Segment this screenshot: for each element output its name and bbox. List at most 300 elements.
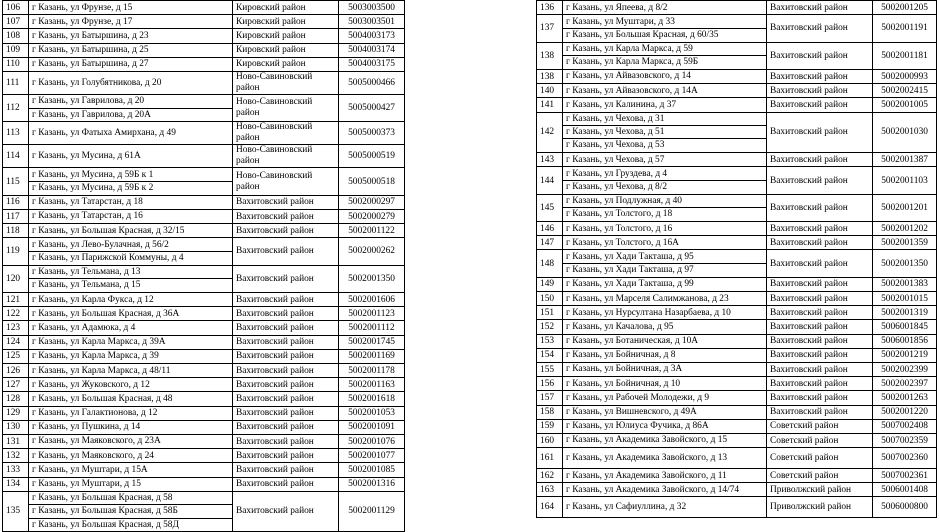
district-cell: Вахитовский район: [233, 224, 339, 238]
district-cell: Кировский район: [233, 29, 339, 43]
row-number: 119: [3, 238, 29, 265]
code-cell: 5002001220: [873, 405, 937, 419]
address-line: г Казань, ул Большая Красная, д 58Б: [29, 504, 232, 517]
address-line: г Казань, ул Чехова, д 8/2: [563, 180, 766, 193]
code-cell: 5003003500: [339, 1, 405, 15]
row-number: 152: [537, 320, 563, 334]
addresses-table-left: [2, 0, 405, 532]
row-number: 120: [3, 265, 29, 292]
address-line: г Казань, ул Большая Красная, д 32/15: [32, 225, 185, 236]
address-line: г Казань, ул Батыршина, д 23: [32, 30, 149, 41]
district-cell: Вахитовский район: [233, 434, 339, 448]
address-cell: [563, 236, 767, 250]
address-cell: [563, 69, 767, 83]
address-cell: [29, 145, 233, 168]
district-cell: Вахитовский район: [767, 15, 873, 42]
address-cell: [563, 84, 767, 98]
district-cell: Вахитовский район: [233, 491, 339, 532]
code-cell: 5002001745: [339, 335, 405, 349]
code-cell: 5002000279: [339, 209, 405, 223]
code-cell: 5007002408: [873, 419, 937, 433]
code-cell: 5002001163: [339, 378, 405, 392]
row-number: 128: [3, 392, 29, 406]
address-cell: [563, 1, 767, 15]
row-number: 126: [3, 364, 29, 378]
district-cell: Ново-Савиновский район: [233, 122, 339, 145]
address-line: г Казань, ул Калинина, д 37: [566, 99, 677, 110]
code-cell: 5005000519: [339, 145, 405, 168]
address-cell: [29, 406, 233, 420]
address-line: г Казань, ул Академика Завойского, д 15: [566, 435, 728, 446]
address-line: г Казань, ул Карла Маркса, д 59: [566, 43, 693, 54]
row-number: 158: [537, 405, 563, 419]
code-cell: 5002001205: [873, 1, 937, 15]
district-cell: Вахитовский район: [233, 364, 339, 378]
code-cell: 5002001387: [873, 153, 937, 167]
address-line: г Казань, ул Нурсултана Назарбаева, д 10: [566, 307, 731, 318]
address-line: г Казань, ул Маяковского, д 23А: [32, 436, 161, 447]
district-cell: Вахитовский район: [767, 277, 873, 291]
code-cell: 5002001123: [339, 307, 405, 321]
table-row: [3, 335, 405, 349]
address-cell: [29, 224, 233, 238]
address-cell: [29, 238, 233, 265]
address-cell: [563, 250, 767, 277]
address-cell: [29, 420, 233, 434]
row-number: 161: [537, 448, 563, 469]
address-cell: [29, 491, 233, 532]
district-cell: Вахитовский район: [233, 293, 339, 307]
code-cell: 5002001112: [339, 321, 405, 335]
row-number: 163: [537, 483, 563, 497]
table-row: [537, 194, 937, 221]
address-line: г Казань, ул Карла Маркса, д 39А: [32, 337, 166, 348]
row-number: 157: [537, 391, 563, 405]
district-cell: Вахитовский район: [767, 250, 873, 277]
table-row: [537, 334, 937, 348]
address-line: г Казань, ул Парижской Коммуны, д 4: [29, 251, 232, 264]
district-cell: Вахитовский район: [767, 391, 873, 405]
row-number: 115: [3, 168, 29, 195]
address-cell: [29, 57, 233, 71]
address-cell: [563, 306, 767, 320]
row-number: 131: [3, 434, 29, 448]
table-row: [3, 57, 405, 71]
row-number: 141: [537, 98, 563, 112]
code-cell: 5002001076: [339, 434, 405, 448]
address-line: г Казань, ул Чехова, д 31: [566, 113, 665, 124]
district-cell: Вахитовский район: [767, 194, 873, 221]
address-cell: [563, 405, 767, 419]
district-cell: Советский район: [767, 419, 873, 433]
row-number: 133: [3, 463, 29, 477]
table-row: [3, 434, 405, 448]
addresses-table-right: [536, 0, 937, 518]
row-number: 112: [3, 94, 29, 121]
district-cell: Кировский район: [233, 43, 339, 57]
code-cell: 5002000993: [873, 69, 937, 83]
code-cell: 5002001129: [339, 491, 405, 532]
district-cell: Приволжский район: [767, 497, 873, 518]
table-row: [3, 307, 405, 321]
district-cell: Вахитовский район: [233, 349, 339, 363]
address-line: г Казань, ул Сафиуллина, д 32: [566, 501, 687, 512]
address-cell: [563, 320, 767, 334]
address-line: г Казань, ул Карла Маркса, д 39: [32, 351, 159, 362]
code-cell: 5005000373: [339, 122, 405, 145]
table-row: [3, 420, 405, 434]
address-cell: [563, 419, 767, 433]
district-cell: Вахитовский район: [767, 320, 873, 334]
address-line: г Казань, ул Карла Маркса, д 59Б: [563, 55, 766, 68]
code-cell: 5005000427: [339, 94, 405, 121]
address-cell: [29, 71, 233, 94]
table-row: [3, 71, 405, 94]
district-cell: Ново-Савиновский район: [233, 71, 339, 94]
address-line: г Казань, ул Маяковского, д 24: [32, 450, 154, 461]
district-cell: Вахитовский район: [233, 449, 339, 463]
address-line: г Казань, ул Качалова, д 95: [566, 321, 674, 332]
address-line: г Казань, ул Ботаническая, д 10А: [566, 336, 699, 347]
address-line: г Казань, ул Мусина, д 61А: [32, 151, 141, 162]
district-cell: Вахитовский район: [767, 306, 873, 320]
table-row: [537, 405, 937, 419]
table-row: [3, 224, 405, 238]
row-number: 145: [537, 194, 563, 221]
table-row: [3, 168, 405, 195]
district-cell: Вахитовский район: [233, 209, 339, 223]
district-cell: Вахитовский район: [233, 463, 339, 477]
district-cell: Вахитовский район: [767, 153, 873, 167]
row-number: 111: [3, 71, 29, 94]
table-row: [537, 112, 937, 153]
address-line: г Казань, ул Фатыха Амирхана, д 49: [32, 128, 176, 139]
table-row: [3, 364, 405, 378]
district-cell: Вахитовский район: [767, 236, 873, 250]
code-cell: 5002001201: [873, 194, 937, 221]
address-cell: [563, 112, 767, 153]
table-row: [537, 362, 937, 376]
address-line: г Казань, ул Тельмана, д 13: [32, 267, 141, 278]
address-line: г Казань, ул Гаврилова, д 20А: [29, 108, 232, 121]
district-cell: Кировский район: [233, 1, 339, 15]
code-cell: 5003003501: [339, 15, 405, 29]
code-cell: 5006001845: [873, 320, 937, 334]
district-cell: Кировский район: [233, 57, 339, 71]
table-row: [3, 392, 405, 406]
address-cell: [29, 335, 233, 349]
address-cell: [29, 477, 233, 491]
table-row: [3, 449, 405, 463]
code-cell: 5007002360: [873, 448, 937, 469]
code-cell: 5006001408: [873, 483, 937, 497]
district-cell: Вахитовский район: [233, 238, 339, 265]
address-line: г Казань, ул Адамюка, д 4: [32, 322, 136, 333]
row-number: 162: [537, 469, 563, 483]
district-cell: Вахитовский район: [767, 112, 873, 153]
code-cell: 5002002415: [873, 84, 937, 98]
address-line: г Казань, ул Рабочей Молодежи, д 9: [566, 392, 710, 403]
address-cell: [29, 195, 233, 209]
table-row: [3, 15, 405, 29]
address-line: г Казань, ул Фрунзе, д 17: [32, 16, 133, 27]
address-cell: [29, 321, 233, 335]
address-cell: [29, 168, 233, 195]
district-cell: Ново-Савиновский район: [233, 145, 339, 168]
district-cell: Вахитовский район: [233, 420, 339, 434]
table-row: [537, 448, 937, 469]
address-cell: [563, 292, 767, 306]
code-cell: 5007002359: [873, 433, 937, 447]
code-cell: 5002001103: [873, 167, 937, 194]
row-number: 107: [3, 15, 29, 29]
row-number: 146: [537, 222, 563, 236]
table-row: [3, 378, 405, 392]
address-line: г Казань, ул Марселя Салимжанова, д 23: [566, 293, 729, 304]
address-line: г Казань, ул Пушкина, д 14: [32, 422, 141, 433]
row-number: 127: [3, 378, 29, 392]
row-number: 147: [537, 236, 563, 250]
row-number: 159: [537, 419, 563, 433]
table-row: [537, 433, 937, 447]
row-number: 129: [3, 406, 29, 420]
table-row: [3, 122, 405, 145]
address-line: г Казань, ул Большая Красная, д 60/35: [563, 28, 766, 41]
row-number: 130: [3, 420, 29, 434]
row-number: 122: [3, 307, 29, 321]
address-line: г Казань, ул Толстого, д 18: [563, 207, 766, 220]
table-row: [3, 94, 405, 121]
address-cell: [29, 378, 233, 392]
district-cell: Кировский район: [233, 15, 339, 29]
code-cell: 5002001091: [339, 420, 405, 434]
code-cell: 5002002399: [873, 362, 937, 376]
address-cell: [29, 349, 233, 363]
table-row: [3, 265, 405, 292]
district-cell: Приволжский район: [767, 483, 873, 497]
address-line: г Казань, ул Лево-Булачная, д 56/2: [32, 239, 169, 250]
address-cell: [563, 98, 767, 112]
address-cell: [29, 43, 233, 57]
address-line: г Казань, ул Хади Такташа, д 95: [566, 251, 694, 262]
table-row: [3, 209, 405, 223]
code-cell: 5007002361: [873, 469, 937, 483]
address-cell: [29, 1, 233, 15]
address-line: г Казань, ул Айвазовского, д 14: [566, 71, 691, 82]
address-line: г Казань, ул Чехова, д 57: [566, 154, 665, 165]
address-line: г Казань, ул Академика Завойского, д 11: [566, 470, 727, 481]
table-row: [3, 321, 405, 335]
address-cell: [563, 222, 767, 236]
code-cell: 5002001263: [873, 391, 937, 405]
district-cell: Вахитовский район: [767, 1, 873, 15]
row-number: 137: [537, 15, 563, 42]
table-row: [537, 483, 937, 497]
code-cell: 5002002397: [873, 377, 937, 391]
code-cell: 5002001122: [339, 224, 405, 238]
address-cell: [29, 15, 233, 29]
district-cell: Вахитовский район: [767, 222, 873, 236]
row-number: 117: [3, 209, 29, 223]
code-cell: 5002001618: [339, 392, 405, 406]
row-number: 138: [537, 69, 563, 83]
district-cell: Вахитовский район: [233, 392, 339, 406]
district-cell: Вахитовский район: [233, 195, 339, 209]
address-line: г Казань, ул Вишневского, д 49А: [566, 407, 697, 418]
address-cell: [29, 122, 233, 145]
address-line: г Казань, ул Фрунзе, д 15: [32, 2, 133, 13]
code-cell: 5002000262: [339, 238, 405, 265]
row-number: 138: [537, 42, 563, 69]
address-cell: [563, 15, 767, 42]
row-number: 148: [537, 250, 563, 277]
code-cell: 5006000800: [873, 497, 937, 518]
address-cell: [29, 293, 233, 307]
table-row: [3, 491, 405, 532]
row-number: 109: [3, 43, 29, 57]
address-line: г Казань, ул Татарстан, д 18: [32, 197, 143, 208]
table-row: [3, 145, 405, 168]
table-row: [537, 222, 937, 236]
table-row: [537, 469, 937, 483]
row-number: 125: [3, 349, 29, 363]
address-cell: [29, 307, 233, 321]
code-cell: 5002001202: [873, 222, 937, 236]
address-cell: [563, 348, 767, 362]
row-number: 154: [537, 348, 563, 362]
district-cell: Вахитовский район: [767, 42, 873, 69]
address-line: г Казань, ул Юлиуса Фучика, д 86А: [566, 421, 709, 432]
address-cell: [563, 483, 767, 497]
row-number: 124: [3, 335, 29, 349]
row-number: 121: [3, 293, 29, 307]
address-cell: [563, 391, 767, 405]
address-line: г Казань, ул Чехова, д 51: [563, 125, 766, 138]
row-number: 106: [3, 1, 29, 15]
code-cell: 5006001856: [873, 334, 937, 348]
table-row: [3, 238, 405, 265]
table-row: [3, 293, 405, 307]
district-cell: Вахитовский район: [767, 167, 873, 194]
district-cell: Вахитовский район: [233, 378, 339, 392]
address-cell: [29, 449, 233, 463]
code-cell: 5002001359: [873, 236, 937, 250]
code-cell: 5002001191: [873, 15, 937, 42]
row-number: 155: [537, 362, 563, 376]
district-cell: Вахитовский район: [233, 477, 339, 491]
table-row: [537, 348, 937, 362]
row-number: 123: [3, 321, 29, 335]
address-line: г Казань, ул Голубятникова, д 20: [32, 77, 162, 88]
address-cell: [29, 209, 233, 223]
table-row: [537, 419, 937, 433]
address-cell: [29, 392, 233, 406]
code-cell: 5002001319: [873, 306, 937, 320]
address-cell: [29, 94, 233, 121]
table-row: [537, 98, 937, 112]
row-number: 160: [537, 433, 563, 447]
district-cell: Вахитовский район: [233, 406, 339, 420]
address-line: г Казань, ул Академика Завойского, д 13: [566, 452, 728, 463]
table-row: [537, 250, 937, 277]
row-number: 142: [537, 112, 563, 153]
district-cell: Вахитовский район: [767, 84, 873, 98]
district-cell: Вахитовский район: [767, 362, 873, 376]
row-number: 114: [3, 145, 29, 168]
address-line: г Казань, ул Галактионова, д 12: [32, 408, 158, 419]
address-line: г Казань, ул Академика Завойского, д 14/74: [566, 484, 740, 495]
row-number: 113: [3, 122, 29, 145]
row-number: 118: [3, 224, 29, 238]
table-row: [537, 377, 937, 391]
address-line: г Казань, ул Большая Красная, д 36А: [32, 308, 180, 319]
address-line: г Казань, ул Бойничная, д 3А: [566, 364, 683, 375]
table-row: [3, 1, 405, 15]
address-cell: [29, 364, 233, 378]
code-cell: 5002001005: [873, 98, 937, 112]
address-cell: [563, 469, 767, 483]
table-row: [3, 463, 405, 477]
table-row: [537, 497, 937, 518]
table-row: [537, 84, 937, 98]
address-line: г Казань, ул Муштари, д 15: [32, 479, 141, 489]
row-number: 108: [3, 29, 29, 43]
address-line: г Казань, ул Япеева, д 8/2: [566, 2, 668, 13]
district-cell: Вахитовский район: [767, 69, 873, 83]
address-cell: [563, 334, 767, 348]
row-number: 135: [3, 491, 29, 532]
address-line: г Казань, ул Мусина, д 59Б к 2: [29, 181, 232, 194]
address-line: г Казань, ул Толстого, д 16: [566, 223, 673, 234]
row-number: 116: [3, 195, 29, 209]
address-cell: [563, 194, 767, 221]
address-line: г Казань, ул Чехова, д 53: [563, 138, 766, 151]
district-cell: Вахитовский район: [233, 307, 339, 321]
address-line: г Казань, ул Батыршина, д 25: [32, 45, 149, 56]
code-cell: 5002001181: [873, 42, 937, 69]
table-row: [537, 167, 937, 194]
address-line: г Казань, ул Бойничная, д 8: [566, 350, 676, 361]
address-cell: [29, 463, 233, 477]
table-row: [537, 391, 937, 405]
row-number: 156: [537, 377, 563, 391]
district-cell: Советский район: [767, 469, 873, 483]
code-cell: 5004003174: [339, 43, 405, 57]
district-cell: Вахитовский район: [767, 292, 873, 306]
row-number: 150: [537, 292, 563, 306]
address-cell: [563, 377, 767, 391]
code-cell: 5002001219: [873, 348, 937, 362]
address-line: г Казань, ул Подлужная, д 40: [566, 196, 682, 207]
code-cell: 5002001316: [339, 477, 405, 491]
table-row: [3, 406, 405, 420]
address-line: г Казань, ул Большая Красная, д 48: [32, 393, 173, 404]
row-number: 153: [537, 334, 563, 348]
table-row: [3, 477, 405, 491]
table-row: [537, 306, 937, 320]
address-line: г Казань, ул Большая Красная, д 58: [32, 493, 173, 504]
code-cell: 5005000466: [339, 71, 405, 94]
code-cell: 5002001606: [339, 293, 405, 307]
code-cell: 5002000297: [339, 195, 405, 209]
row-number: 164: [537, 497, 563, 518]
table-row: [537, 277, 937, 291]
address-cell: [563, 433, 767, 447]
code-cell: 5005000518: [339, 168, 405, 195]
district-cell: Советский район: [767, 433, 873, 447]
address-line: г Казань, ул Тельмана, д 15: [29, 278, 232, 291]
table-row: [537, 236, 937, 250]
